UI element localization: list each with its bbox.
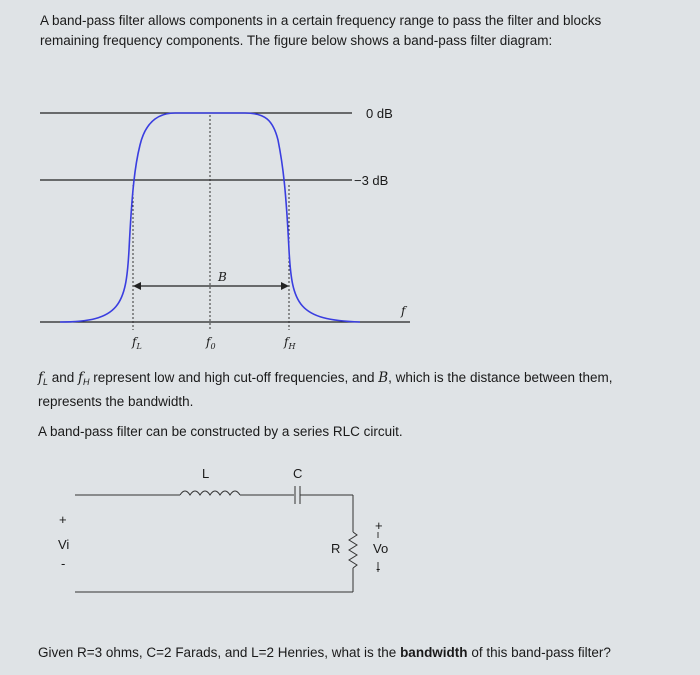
intro-line-2: remaining frequency components. The figure below shows a band-pass filter diagram: xyxy=(40,33,553,48)
label-fL: $f_L$ xyxy=(132,335,142,351)
vi-label: Vi xyxy=(58,537,70,552)
label-f0: $f_0$ xyxy=(206,335,216,351)
label-inductor: L xyxy=(202,466,210,481)
vo-label: Vo xyxy=(373,541,389,556)
label-0db: 0 dB xyxy=(366,106,393,121)
label-bandwidth-B: B xyxy=(218,270,227,284)
vo-minus: - xyxy=(376,561,381,576)
resistor-symbol xyxy=(349,532,357,568)
intro-line-1: A band-pass filter allows components in a certain frequency range to pass the filter and blocks xyxy=(40,13,602,28)
cutoff-line-2: represents the bandwidth. xyxy=(38,394,194,409)
question: Given R=3 ohms, C=2 Farads, and L=2 Henries, what is the bandwidth of this band-pass filter? xyxy=(38,645,611,660)
bandwidth-arrow-right-head xyxy=(281,282,289,290)
cutoff-line-1: $f_L$ and $f_H$ represent low and high cut-off frequencies, and B, which is the distance between them, xyxy=(38,370,613,387)
rlc-description: A band-pass filter can be constructed by a series RLC circuit. xyxy=(38,424,403,439)
label-fH: $f_H$ xyxy=(284,335,296,351)
vo-plus: + xyxy=(375,518,383,533)
label-minus-3db: −3 dB xyxy=(354,173,389,188)
label-resistor: R xyxy=(331,541,341,556)
cutoff-description xyxy=(38,368,688,412)
inductor-symbol xyxy=(180,491,240,495)
question-bold-term: bandwidth xyxy=(400,645,468,660)
vi-minus: - xyxy=(61,556,66,571)
vi-plus: + xyxy=(59,512,67,527)
bandwidth-arrow-left-head xyxy=(133,282,141,290)
label-f-axis: f xyxy=(401,304,406,318)
label-capacitor: C xyxy=(293,466,303,481)
